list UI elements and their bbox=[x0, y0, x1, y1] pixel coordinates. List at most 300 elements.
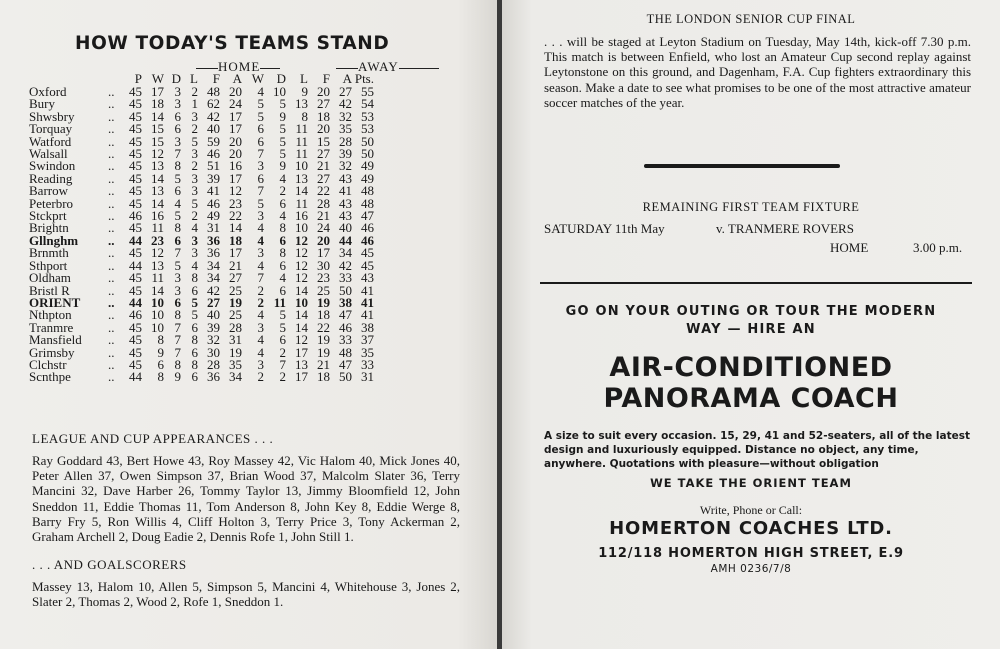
stat-cell: 22 bbox=[229, 208, 242, 224]
stat-cell: 45 bbox=[129, 96, 142, 112]
stat-cell: 22 bbox=[317, 183, 330, 199]
stat-cell: 46 bbox=[207, 195, 220, 211]
stat-cell: 30 bbox=[207, 344, 220, 360]
stat-cell: 43 bbox=[361, 270, 374, 286]
stat-cell: 2 bbox=[279, 183, 286, 199]
stat-cell: 35 bbox=[229, 356, 242, 372]
stat-cell: 14 bbox=[295, 319, 308, 335]
stat-cell: 10 bbox=[151, 319, 164, 335]
column-header: W bbox=[151, 71, 164, 87]
stat-cell: 17 bbox=[295, 369, 308, 385]
stat-cell: 6 bbox=[279, 257, 286, 273]
stat-cell: 41 bbox=[361, 294, 374, 310]
stat-cell: 14 bbox=[151, 108, 164, 124]
stat-cell: 4 bbox=[174, 195, 181, 211]
stat-cell: 3 bbox=[191, 232, 198, 248]
stat-cell: 6 bbox=[174, 108, 181, 124]
fixture-venue: HOME bbox=[830, 240, 869, 255]
stat-cell: 46 bbox=[361, 232, 374, 248]
stat-cell: 4 bbox=[257, 232, 264, 248]
stat-cell: 45 bbox=[129, 282, 142, 298]
leader-dots: .. bbox=[108, 170, 115, 186]
stat-cell: 10 bbox=[295, 220, 308, 236]
stat-cell: 36 bbox=[207, 369, 220, 385]
leader-dots: .. bbox=[108, 146, 115, 162]
stat-cell: 43 bbox=[339, 208, 352, 224]
stat-cell: 5 bbox=[257, 195, 264, 211]
stat-cell: 42 bbox=[207, 108, 220, 124]
stat-cell: 4 bbox=[257, 307, 264, 323]
column-header: W bbox=[251, 71, 264, 87]
stat-cell: 12 bbox=[295, 257, 308, 273]
team-name: Tranmre bbox=[29, 319, 74, 335]
stat-cell: 11 bbox=[295, 195, 308, 211]
stat-cell: 44 bbox=[129, 232, 142, 248]
stat-cell: 4 bbox=[191, 257, 198, 273]
stat-cell: 11 bbox=[295, 121, 308, 137]
stat-cell: 9 bbox=[157, 344, 164, 360]
leader-dots: .. bbox=[108, 133, 115, 149]
stat-cell: 32 bbox=[339, 108, 352, 124]
leader-dots: .. bbox=[108, 108, 115, 124]
stat-cell: 20 bbox=[317, 232, 330, 248]
stat-cell: 8 bbox=[279, 245, 286, 261]
column-header: F bbox=[322, 71, 330, 87]
team-name: Bury bbox=[29, 96, 55, 112]
stat-cell: 14 bbox=[151, 195, 164, 211]
stat-cell: 15 bbox=[151, 133, 164, 149]
goalscorers-text: Massey 13, Halom 10, Allen 5, Simpson 5, Mancini 4, Whitehouse 3, Jones 2, Slater 2, Thomas 2, Wood 2, Rofe 1, Sneddon 1. bbox=[32, 579, 460, 610]
stat-cell: 5 bbox=[191, 307, 198, 323]
team-name: Oxford bbox=[29, 84, 67, 99]
stat-cell: 21 bbox=[229, 257, 242, 273]
stat-cell: 6 bbox=[279, 282, 286, 298]
stat-cell: 48 bbox=[339, 344, 352, 360]
leader-dots: .. bbox=[108, 257, 115, 273]
column-header: F bbox=[212, 71, 220, 87]
stat-cell: 10 bbox=[151, 307, 164, 323]
stat-cell: 11 bbox=[151, 270, 164, 286]
stat-cell: 21 bbox=[317, 208, 330, 224]
stat-cell: 28 bbox=[229, 319, 242, 335]
team-name: Brightn bbox=[29, 220, 69, 236]
stat-cell: 2 bbox=[257, 282, 264, 298]
stat-cell: 17 bbox=[151, 84, 164, 99]
stat-cell: 8 bbox=[174, 158, 181, 174]
stat-cell: 4 bbox=[257, 344, 264, 360]
stat-cell: 7 bbox=[174, 146, 181, 162]
stat-cell: 50 bbox=[361, 133, 374, 149]
stat-cell: 36 bbox=[207, 245, 220, 261]
ad-contact-prompt: Write, Phone or Call: bbox=[699, 503, 803, 517]
stat-cell: 16 bbox=[229, 158, 242, 174]
stat-cell: 45 bbox=[129, 270, 142, 286]
stat-cell: 3 bbox=[174, 84, 181, 99]
stat-cell: 19 bbox=[229, 344, 242, 360]
leader-dots: .. bbox=[108, 332, 115, 348]
stat-cell: 4 bbox=[279, 270, 286, 286]
stat-cell: 20 bbox=[229, 133, 242, 149]
stat-cell: 5 bbox=[257, 96, 264, 112]
leader-dots: .. bbox=[108, 294, 115, 310]
stat-cell: 27 bbox=[339, 84, 352, 99]
stat-cell: 10 bbox=[151, 294, 164, 310]
stat-cell: 50 bbox=[361, 146, 374, 162]
stat-cell: 2 bbox=[191, 158, 198, 174]
fixture-opponent: v. TRANMERE ROVERS bbox=[716, 221, 854, 236]
stat-cell: 7 bbox=[174, 245, 181, 261]
stat-cell: 27 bbox=[229, 270, 242, 286]
stat-cell: 14 bbox=[295, 307, 308, 323]
leader-dots: .. bbox=[108, 282, 115, 298]
stat-cell: 45 bbox=[129, 344, 142, 360]
stat-cell: 12 bbox=[229, 183, 242, 199]
stat-cell: 46 bbox=[129, 208, 142, 224]
stat-cell: 18 bbox=[317, 369, 330, 385]
appearances-text: Ray Goddard 43, Bert Howe 43, Roy Massey 42, Vic Halom 40, Mick Jones 40, Peter Allen 37, Owen Simpson 37, Brian Wood 37, Malcolm Slater 36, Terry Mancini 32, Dave Harber 26, Tommy Taylor 13, Jimmy Bloomfield 12, John Sneddon 11, Eddie Thomas 11, Tom Anderson 8, John Key 8, Eddie Werge 8, Barry Fry 5, Ron Willis 4, Cliff Holton 3, Terry Price 3, Tony Ackerman 2, Graham Archell 2, Doug Eadie 2, Dennis Rofe 1, John Still 1. bbox=[32, 453, 460, 545]
fixture-date: SATURDAY 11th May bbox=[544, 221, 665, 236]
stat-cell: 36 bbox=[207, 232, 220, 248]
stat-cell: 21 bbox=[317, 356, 330, 372]
stat-cell: 23 bbox=[229, 195, 242, 211]
stat-cell: 14 bbox=[295, 282, 308, 298]
stat-cell: 18 bbox=[317, 307, 330, 323]
stat-cell: 45 bbox=[129, 319, 142, 335]
stat-cell: 8 bbox=[279, 220, 286, 236]
team-name: Stckprt bbox=[29, 208, 67, 224]
stat-cell: 3 bbox=[191, 170, 198, 186]
stat-cell: 47 bbox=[339, 356, 352, 372]
section-rule bbox=[540, 282, 972, 284]
stat-cell: 24 bbox=[317, 220, 330, 236]
column-header: L bbox=[300, 71, 308, 87]
stat-cell: 43 bbox=[339, 170, 352, 186]
stat-cell: 6 bbox=[279, 332, 286, 348]
standings-row bbox=[29, 371, 374, 383]
column-header: P bbox=[134, 71, 142, 87]
stat-cell: 46 bbox=[207, 146, 220, 162]
stat-cell: 40 bbox=[207, 121, 220, 137]
team-name: Brnmth bbox=[29, 245, 69, 261]
team-name: Shwsbry bbox=[29, 108, 75, 124]
stat-cell: 3 bbox=[191, 146, 198, 162]
stat-cell: 41 bbox=[207, 183, 220, 199]
stat-cell: 11 bbox=[295, 133, 308, 149]
stat-cell: 3 bbox=[257, 158, 264, 174]
fixture-title: REMAINING FIRST TEAM FIXTURE bbox=[642, 200, 860, 214]
stat-cell: 4 bbox=[257, 257, 264, 273]
stat-cell: 7 bbox=[174, 332, 181, 348]
stat-cell: 44 bbox=[129, 369, 142, 385]
stat-cell: 7 bbox=[257, 146, 264, 162]
stat-cell: 5 bbox=[279, 146, 286, 162]
stat-cell: 3 bbox=[191, 183, 198, 199]
ad-address: 112/118 HOMERTON HIGH STREET, E.9 bbox=[598, 546, 904, 561]
stat-cell: 6 bbox=[174, 294, 181, 310]
stat-cell: 33 bbox=[339, 332, 352, 348]
stat-cell: 45 bbox=[129, 170, 142, 186]
stat-cell: 46 bbox=[129, 307, 142, 323]
team-name: Scnthpe bbox=[29, 369, 71, 385]
stat-cell: 48 bbox=[361, 195, 374, 211]
leader-dots: .. bbox=[108, 121, 115, 137]
stat-cell: 20 bbox=[317, 121, 330, 137]
stat-cell: 34 bbox=[229, 369, 242, 385]
stat-cell: 13 bbox=[295, 170, 308, 186]
stat-cell: 9 bbox=[279, 158, 286, 174]
stat-cell: 5 bbox=[279, 133, 286, 149]
stat-cell: 2 bbox=[279, 369, 286, 385]
leader-dots: .. bbox=[108, 232, 115, 248]
stat-cell: 17 bbox=[229, 170, 242, 186]
stat-cell: 16 bbox=[151, 208, 164, 224]
team-name: Gllnghm bbox=[29, 232, 79, 248]
column-header: A bbox=[342, 71, 352, 87]
stat-cell: 45 bbox=[129, 158, 142, 174]
stat-cell: 23 bbox=[151, 232, 164, 248]
leader-dots: .. bbox=[108, 96, 115, 112]
stat-cell: 45 bbox=[129, 108, 142, 124]
stat-cell: 33 bbox=[361, 356, 374, 372]
leader-dots: .. bbox=[108, 84, 115, 99]
team-name: Swindon bbox=[29, 158, 76, 174]
stat-cell: 6 bbox=[191, 369, 198, 385]
ad-company-name: HOMERTON COACHES LTD. bbox=[609, 518, 893, 539]
stat-cell: 21 bbox=[317, 158, 330, 174]
home-group-header: HOME bbox=[196, 59, 280, 75]
stat-cell: 11 bbox=[273, 294, 286, 310]
stat-cell: 8 bbox=[301, 108, 308, 124]
stat-cell: 46 bbox=[361, 220, 374, 236]
stat-cell: 6 bbox=[257, 121, 264, 137]
stat-cell: 49 bbox=[361, 170, 374, 186]
stat-cell: 27 bbox=[317, 146, 330, 162]
goalscorers-heading: . . . AND GOALSCORERS bbox=[32, 557, 187, 572]
stat-cell: 17 bbox=[229, 108, 242, 124]
stat-cell: 7 bbox=[174, 319, 181, 335]
ad-main-line-2: PANORAMA COACH bbox=[603, 383, 899, 414]
stat-cell: 34 bbox=[207, 270, 220, 286]
stat-cell: 25 bbox=[229, 282, 242, 298]
team-name: Nthpton bbox=[29, 307, 72, 323]
stat-cell: 6 bbox=[191, 282, 198, 298]
stat-cell: 45 bbox=[129, 121, 142, 137]
leader-dots: .. bbox=[108, 195, 115, 211]
stat-cell: 38 bbox=[361, 319, 374, 335]
stat-cell: 31 bbox=[207, 220, 220, 236]
stat-cell: 2 bbox=[279, 344, 286, 360]
stat-cell: 19 bbox=[317, 344, 330, 360]
stat-cell: 20 bbox=[229, 146, 242, 162]
stat-cell: 6 bbox=[191, 319, 198, 335]
stat-cell: 55 bbox=[361, 84, 374, 99]
team-name: Torquay bbox=[29, 121, 73, 137]
stat-cell: 3 bbox=[257, 208, 264, 224]
ad-headline-line-2: WAY — HIRE AN bbox=[686, 322, 816, 337]
stat-cell: 11 bbox=[295, 146, 308, 162]
stat-cell: 45 bbox=[129, 183, 142, 199]
stat-cell: 9 bbox=[279, 108, 286, 124]
stat-cell: 9 bbox=[301, 84, 308, 99]
stat-cell: 35 bbox=[361, 344, 374, 360]
column-header: D bbox=[171, 71, 181, 87]
ad-main-line-1: AIR-CONDITIONED bbox=[609, 352, 893, 383]
stat-cell: 5 bbox=[174, 257, 181, 273]
stat-cell: 49 bbox=[207, 208, 220, 224]
stat-cell: 28 bbox=[207, 356, 220, 372]
stat-cell: 41 bbox=[361, 282, 374, 298]
stat-cell: 4 bbox=[257, 84, 264, 99]
stat-cell: 1 bbox=[191, 96, 198, 112]
stat-cell: 12 bbox=[151, 245, 164, 261]
stat-cell: 8 bbox=[157, 369, 164, 385]
stat-cell: 45 bbox=[129, 220, 142, 236]
stat-cell: 4 bbox=[257, 332, 264, 348]
stat-cell: 22 bbox=[317, 319, 330, 335]
team-name: ORIENT bbox=[29, 294, 81, 310]
stat-cell: 47 bbox=[361, 208, 374, 224]
stat-cell: 47 bbox=[339, 307, 352, 323]
stat-cell: 45 bbox=[129, 133, 142, 149]
stat-cell: 59 bbox=[207, 133, 220, 149]
stat-cell: 32 bbox=[339, 158, 352, 174]
leader-dots: .. bbox=[108, 183, 115, 199]
stat-cell: 8 bbox=[191, 270, 198, 286]
stat-cell: 45 bbox=[129, 84, 142, 99]
stat-cell: 11 bbox=[151, 220, 164, 236]
leader-dots: .. bbox=[108, 356, 115, 372]
stat-cell: 37 bbox=[361, 332, 374, 348]
stat-cell: 8 bbox=[174, 220, 181, 236]
stat-cell: 15 bbox=[151, 121, 164, 137]
stat-cell: 45 bbox=[129, 356, 142, 372]
stat-cell: 35 bbox=[339, 121, 352, 137]
stat-cell: 5 bbox=[279, 307, 286, 323]
stat-cell: 53 bbox=[361, 121, 374, 137]
stat-cell: 6 bbox=[157, 356, 164, 372]
stat-cell: 5 bbox=[191, 294, 198, 310]
column-header: Pts. bbox=[354, 71, 374, 87]
team-name: Mansfield bbox=[29, 332, 82, 348]
leader-dots: .. bbox=[108, 208, 115, 224]
stat-cell: 62 bbox=[207, 96, 220, 112]
stat-cell: 28 bbox=[317, 195, 330, 211]
column-header: A bbox=[232, 71, 242, 87]
stat-cell: 12 bbox=[295, 332, 308, 348]
stat-cell: 14 bbox=[295, 183, 308, 199]
stat-cell: 44 bbox=[339, 232, 352, 248]
stat-cell: 4 bbox=[257, 220, 264, 236]
stat-cell: 28 bbox=[339, 133, 352, 149]
stat-cell: 45 bbox=[129, 332, 142, 348]
stat-cell: 39 bbox=[339, 146, 352, 162]
stat-cell: 3 bbox=[174, 96, 181, 112]
stat-cell: 27 bbox=[207, 294, 220, 310]
column-header: L bbox=[190, 71, 198, 87]
cup-final-title: THE LONDON SENIOR CUP FINAL bbox=[646, 12, 856, 26]
stat-cell: 4 bbox=[279, 208, 286, 224]
stat-cell: 49 bbox=[361, 158, 374, 174]
stat-cell: 4 bbox=[279, 170, 286, 186]
stat-cell: 5 bbox=[174, 170, 181, 186]
stat-cell: 6 bbox=[279, 195, 286, 211]
standings-table bbox=[29, 73, 374, 384]
team-name: Barrow bbox=[29, 183, 68, 199]
stat-cell: 39 bbox=[207, 170, 220, 186]
stat-cell: 45 bbox=[361, 257, 374, 273]
stat-cell: 6 bbox=[174, 183, 181, 199]
stat-cell: 20 bbox=[317, 84, 330, 99]
stat-cell: 3 bbox=[191, 245, 198, 261]
stat-cell: 5 bbox=[279, 96, 286, 112]
ad-phone: AMH 0236/7/8 bbox=[710, 563, 792, 575]
stat-cell: 27 bbox=[317, 96, 330, 112]
stat-cell: 6 bbox=[279, 232, 286, 248]
stat-cell: 31 bbox=[229, 332, 242, 348]
stat-cell: 6 bbox=[257, 170, 264, 186]
stat-cell: 34 bbox=[207, 257, 220, 273]
stat-cell: 3 bbox=[257, 356, 264, 372]
ad-headline bbox=[502, 303, 1000, 339]
stat-cell: 15 bbox=[317, 133, 330, 149]
team-name: Bristl R bbox=[29, 282, 70, 298]
stat-cell: 18 bbox=[229, 232, 242, 248]
team-name: Reading bbox=[29, 170, 73, 186]
stat-cell: 5 bbox=[257, 108, 264, 124]
leader-dots: .. bbox=[108, 245, 115, 261]
stat-cell: 32 bbox=[207, 332, 220, 348]
stat-cell: 3 bbox=[174, 282, 181, 298]
stat-cell: 3 bbox=[257, 245, 264, 261]
fixture-time: 3.00 p.m. bbox=[913, 240, 963, 255]
stat-cell: 13 bbox=[295, 356, 308, 372]
stat-cell: 44 bbox=[129, 257, 142, 273]
ad-headline-line-1: GO ON YOUR OUTING OR TOUR THE MODERN bbox=[565, 304, 937, 319]
stat-cell: 10 bbox=[295, 294, 308, 310]
stat-cell: 51 bbox=[207, 158, 220, 174]
stat-cell: 3 bbox=[174, 270, 181, 286]
team-name: Sthport bbox=[29, 257, 68, 273]
stat-cell: 14 bbox=[229, 220, 242, 236]
stat-cell: 5 bbox=[174, 208, 181, 224]
stat-cell: 7 bbox=[174, 344, 181, 360]
stat-cell: 17 bbox=[317, 245, 330, 261]
stat-cell: 38 bbox=[339, 294, 352, 310]
stat-cell: 13 bbox=[295, 96, 308, 112]
stat-cell: 25 bbox=[229, 307, 242, 323]
stat-cell: 50 bbox=[339, 369, 352, 385]
team-name: Walsall bbox=[29, 146, 68, 162]
stat-cell: 45 bbox=[129, 245, 142, 261]
ad-orient-line: WE TAKE THE ORIENT TEAM bbox=[650, 476, 852, 490]
stat-cell: 31 bbox=[361, 369, 374, 385]
stat-cell: 10 bbox=[273, 84, 286, 99]
leader-dots: .. bbox=[108, 220, 115, 236]
ad-description: A size to suit every occasion. 15, 29, 41 and 52-seaters, all of the latest design and luxuriously equipped. Distance no object, any time, anywhere. Quotations with pleasure—without obligation bbox=[544, 430, 970, 470]
stat-cell: 7 bbox=[279, 356, 286, 372]
stat-cell: 45 bbox=[361, 245, 374, 261]
stat-cell: 48 bbox=[207, 84, 220, 99]
stat-cell: 6 bbox=[191, 344, 198, 360]
leader-dots: .. bbox=[108, 344, 115, 360]
stat-cell: 12 bbox=[295, 245, 308, 261]
stat-cell: 46 bbox=[339, 319, 352, 335]
standings-title: HOW TODAY'S TEAMS STAND bbox=[75, 33, 390, 54]
stat-cell: 2 bbox=[191, 121, 198, 137]
appearances-heading: LEAGUE AND CUP APPEARANCES . . . bbox=[32, 431, 274, 446]
stat-cell: 6 bbox=[257, 133, 264, 149]
stat-cell: 53 bbox=[361, 108, 374, 124]
